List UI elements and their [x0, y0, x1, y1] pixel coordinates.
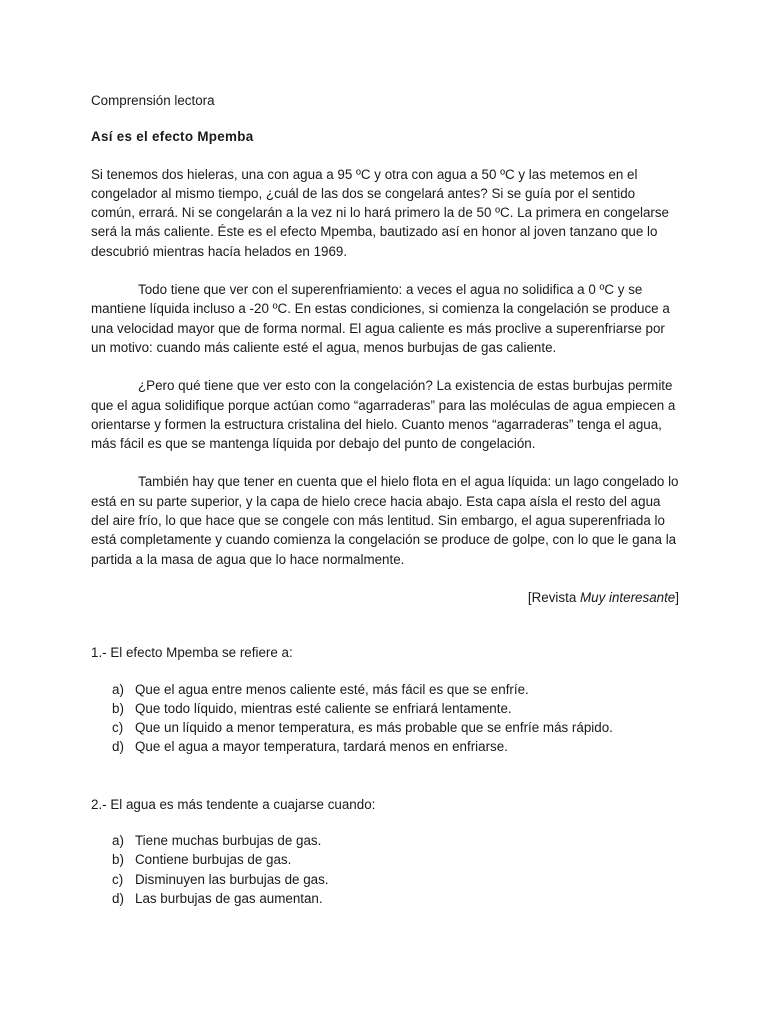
question-1: [91, 643, 679, 756]
question-prompt: 2.- El agua es más tendente a cuajarse cuando:: [91, 796, 376, 812]
option-text: Disminuyen las burbujas de gas.: [135, 871, 329, 887]
paragraph-4: También hay que tener en cuenta que el hielo flota en el agua líquida: un lago congelado lo está en su parte superior, y la capa de hielo crece hacia abajo. Esta capa aísla el resto del agua del aire frío, lo que hace que se congele con más lentitud. Sin embargo, el agua superenfriada lo está completamente y cuando comienza la congelación se produce de golpe, con lo que le gana la partida a la masa de agua que lo hace normalmente.: [91, 474, 679, 567]
document-type-label: Comprensión lectora: [91, 93, 215, 108]
option-letter: c): [112, 720, 124, 736]
answer-options: [91, 680, 679, 757]
option-letter: a): [112, 833, 124, 849]
option-text: Contiene burbujas de gas.: [135, 852, 292, 868]
paragraph-2: Todo tiene que ver con el superenfriamiento: a veces el agua no solidifica a 0 ºC y se mantiene líquida incluso a -20 ºC. En estas condiciones, si comienza la congelación se produce a una velocidad mayor que de forma normal. El agua caliente es más proclive a superenfriarse por un motivo: cuando más caliente esté el agua, menos burbujas de gas caliente.: [91, 282, 670, 355]
document-page: [91, 91, 679, 908]
source-citation: [91, 588, 679, 607]
option-letter: c): [112, 871, 124, 887]
option-letter: d): [112, 890, 124, 906]
option-letter: a): [112, 681, 124, 697]
option-letter: b): [112, 700, 124, 716]
option-text: Que el agua a mayor temperatura, tardará menos en enfriarse.: [135, 739, 508, 755]
answer-option: [91, 889, 679, 908]
option-text: Tiene muchas burbujas de gas.: [135, 833, 322, 849]
article-title: Así es el efecto Mpemba: [91, 129, 254, 145]
citation-source-name: Muy interesante: [579, 589, 676, 605]
paragraph-3: ¿Pero qué tiene que ver esto con la congelación? La existencia de estas burbujas permite que el agua solidifique porque actúan como “agarraderas” para las moléculas de agua empiecen a orientarse y formen la estructura cristalina del hielo. Cuanto menos “agarraderas” tenga el agua, más fácil es que se mantenga líquida por debajo del punto de congelación.: [91, 378, 676, 452]
option-letter: d): [112, 739, 124, 755]
answer-option: [91, 699, 679, 718]
answer-option: [91, 718, 679, 737]
option-text: Las burbujas de gas aumentan.: [135, 890, 323, 906]
answer-options: [91, 831, 679, 908]
answer-option: [91, 850, 679, 869]
option-text: Que el agua entre menos caliente esté, más fácil es que se enfríe.: [135, 681, 529, 697]
answer-option: [91, 680, 679, 699]
option-text: Que un líquido a menor temperatura, es más probable que se enfríe más rápido.: [135, 720, 613, 736]
citation-suffix: ]: [675, 589, 679, 605]
option-letter: b): [112, 852, 124, 868]
answer-option: [91, 870, 679, 889]
option-text: Que todo líquido, mientras esté caliente se enfriará lentamente.: [135, 700, 512, 716]
answer-option: [91, 831, 679, 850]
question-2: [91, 795, 679, 908]
paragraph-1: Si tenemos dos hieleras, una con agua a 95 ºC y otra con agua a 50 ºC y las metemos en el congelador al mismo tiempo, ¿cuál de las dos se congelará antes? Si se guía por el sentido común, errará. Ni se congelarán a la vez ni lo hará primero la de 50 ºC. La primera en congelarse será la más caliente. Éste es el efecto Mpemba, bautizado así en honor al joven tanzano que lo descubrió mientras hacía helados en 1969.: [91, 166, 670, 259]
citation-prefix: [Revista: [527, 589, 580, 605]
answer-option: [91, 737, 679, 756]
question-prompt: 1.- El efecto Mpemba se refiere a:: [91, 645, 293, 661]
